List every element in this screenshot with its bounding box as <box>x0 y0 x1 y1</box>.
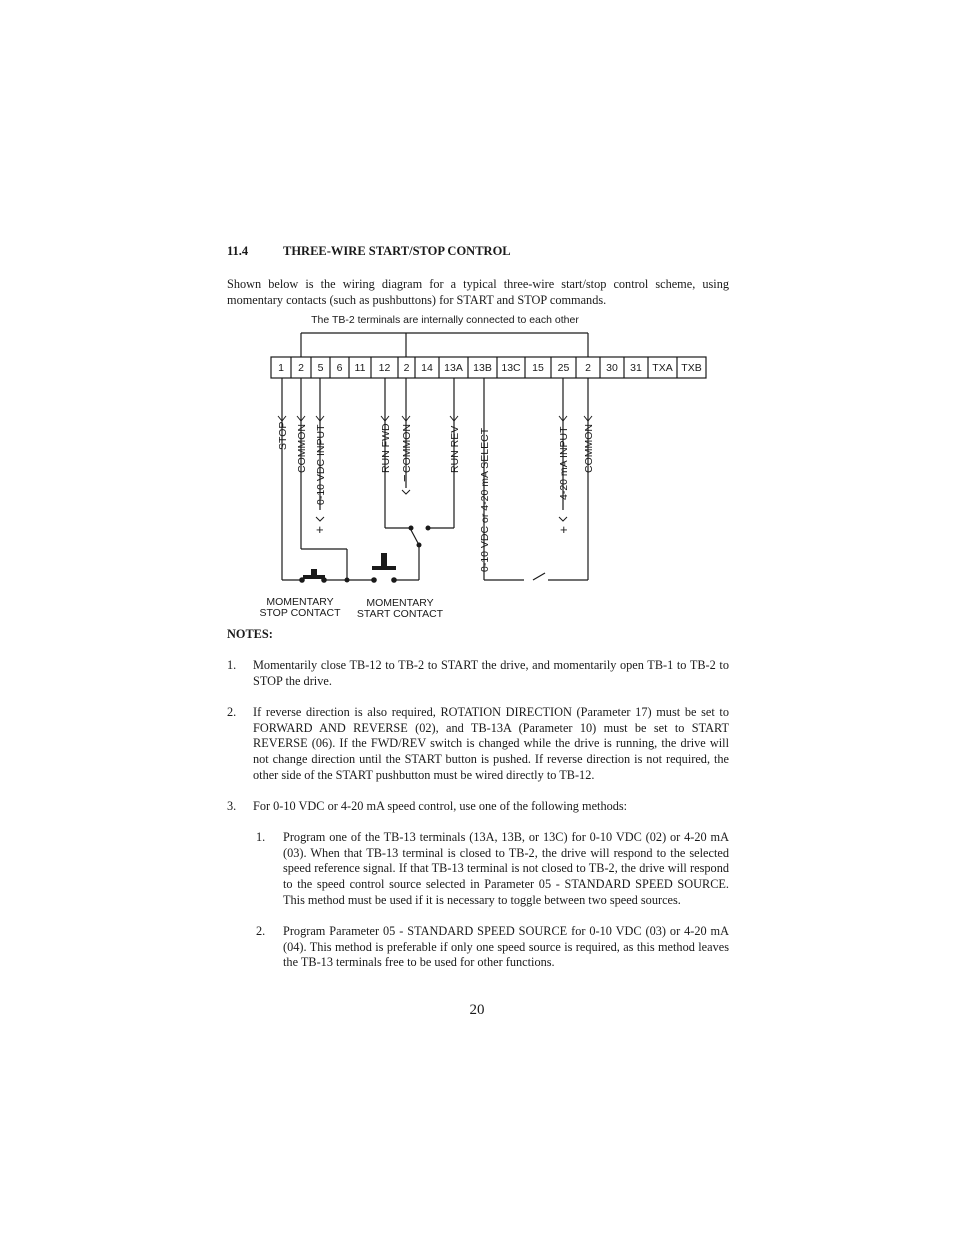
wire-label-select: 0-10 VDC or 4-20 mA SELECT <box>479 427 491 572</box>
wire-label-common-1: COMMON <box>296 424 308 473</box>
note-number: 3. <box>227 799 237 813</box>
stop-contact-label-1: MOMENTARY <box>266 596 334 608</box>
terminal-label: 5 <box>317 362 324 374</box>
junction-dot <box>345 578 350 583</box>
stop-contact-symbol <box>299 569 327 583</box>
wire-label-run-rev: RUN REV <box>449 425 461 473</box>
note-number: 1. <box>227 658 237 672</box>
diagram-caption: The TB-2 terminals are internally connected to each other <box>311 314 579 326</box>
wire-label-vdc-input: 0-10 VDC INPUT <box>315 424 327 505</box>
wire-label-common-3: COMMON <box>583 424 595 473</box>
wire-label-stop: STOP <box>277 421 289 450</box>
subnote-text: Program Parameter 05 - STANDARD SPEED SOURCE for 0-10 VDC (03) or 4-20 mA (04). This method is preferable if only one speed source is required, as this method leaves the TB-13 terminals free to be used for other functions. <box>283 924 729 970</box>
terminal-label: 11 <box>354 362 366 374</box>
terminal-label: 31 <box>630 362 642 374</box>
terminal-label: 30 <box>606 362 618 374</box>
intro-paragraph: Shown below is the wiring diagram for a typical three-wire start/stop control scheme, using momentary contacts (such as pushbuttons) for START and STOP commands. <box>227 277 729 307</box>
start-contact-symbol <box>371 553 397 583</box>
wire-label-ma-input: 4-20 mA INPUT <box>558 426 570 500</box>
wires <box>282 378 588 580</box>
terminal-label: TXA <box>652 362 673 374</box>
minus-mark: − <box>397 474 412 482</box>
subnote-text: Program one of the TB-13 terminals (13A, 13B, or 13C) for 0-10 VDC (02) or 4-20 mA (03). When that TB-13 terminal is closed to TB-2, the drive will respond to the selected speed reference signal. If that TB-13 terminal is not closed to TB-2, the drive will respond to the speed control source selected in Parameter 05 - STANDARD SPEED SOURCE. This method must be used if it is necessary to toggle between two speed sources. <box>283 830 729 907</box>
start-contact-label-2: START CONTACT <box>356 608 444 620</box>
note-text: For 0-10 VDC or 4-20 mA speed control, use one of the following methods: <box>253 799 628 813</box>
tb2-bracket <box>301 333 588 357</box>
terminal-label: 14 <box>421 362 433 374</box>
plus-mark-2: + <box>560 522 568 537</box>
section-number: 11.4 <box>227 244 249 258</box>
terminal-label: 6 <box>336 362 343 374</box>
wire-label-common-2: COMMON <box>401 424 413 473</box>
notes-heading: NOTES: <box>227 627 273 641</box>
terminal-label: 12 <box>378 362 391 374</box>
terminal-label: 13B <box>473 362 492 374</box>
note-text: If reverse direction is also required, ROTATION DIRECTION (Parameter 17) must be set to FORWARD AND REVERSE (02), and TB-13A (Parameter 10) must be set to START REVERSE (06). If the FWD/REV switch is changed while the drive is running, the drive will not change direction until the START button is pushed. If reverse direction is not required, the other side of the START pushbutton must be wired directly to TB-12. <box>253 705 729 782</box>
wire-label-run-fwd: RUN FWD <box>380 423 392 473</box>
terminal-label: 15 <box>532 362 544 374</box>
page-number: 20 <box>469 1002 485 1018</box>
fwd-rev-switch-symbol <box>409 526 431 548</box>
note-number: 2. <box>227 705 237 719</box>
start-contact-label-1: MOMENTARY <box>366 597 434 609</box>
terminal-label: 13C <box>501 362 521 374</box>
terminal-label: 1 <box>278 362 284 374</box>
note-text: Momentarily close TB-12 to TB-2 to START the drive, and momentarily open TB-1 to TB-2 to STOP the drive. <box>253 658 729 688</box>
section-title: THREE-WIRE START/STOP CONTROL <box>283 244 511 258</box>
stop-contact-label-2: STOP CONTACT <box>259 607 341 619</box>
terminal-label: TXB <box>681 362 702 374</box>
terminal-label: 2 <box>298 362 304 374</box>
subnote-number: 2. <box>256 924 266 938</box>
terminal-label: 2 <box>403 362 410 374</box>
terminal-label: 13A <box>444 362 463 374</box>
plus-mark: + <box>316 522 324 537</box>
terminal-label: 25 <box>557 362 570 374</box>
terminal-label: 2 <box>585 362 591 374</box>
subnote-number: 1. <box>256 830 266 844</box>
